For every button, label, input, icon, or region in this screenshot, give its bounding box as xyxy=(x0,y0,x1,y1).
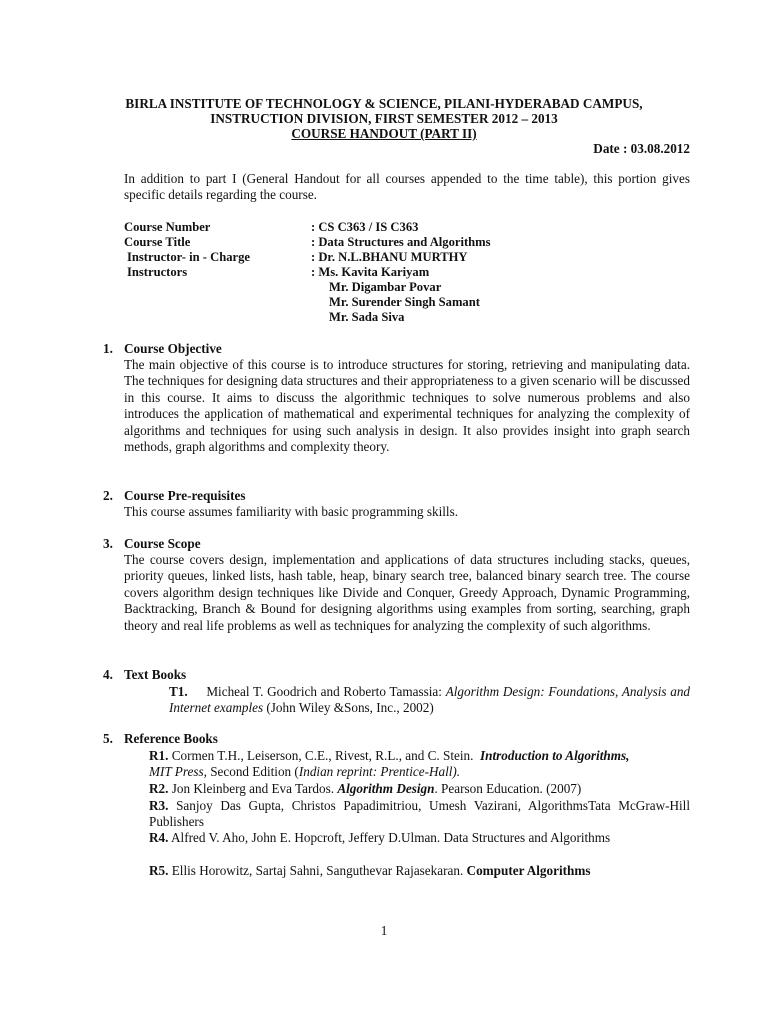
reference-r2 xyxy=(149,781,690,797)
section-body: The course covers design, implementation and applications of data structures including stacks, queues, priority queues, linked lists, hash table, heap, binary search tree, balanced binary search tree. The course covers algorithm design techniques like Divide and Conquer, Greedy Approach, Dynamic Programming, Backtracking, Branch & Bound for designing algorithms using examples from sorting, searching, graph theory and real life problems as well as techniques for analyzing the complexity of such algorithms. xyxy=(124,552,690,633)
section-title: Course Pre-requisites xyxy=(124,488,246,503)
header-institute: BIRLA INSTITUTE OF TECHNOLOGY & SCIENCE, PILANI-HYDERABAD CAMPUS, xyxy=(125,96,643,111)
instructor-incharge-value: : Dr. N.L.BHANU MURTHY xyxy=(311,250,468,264)
course-info-block xyxy=(124,219,694,324)
instructor-name: Mr. Surender Singh Samant xyxy=(329,295,480,309)
reference-id: R5. xyxy=(149,863,169,878)
textbook-publisher: (John Wiley &Sons, Inc., 2002) xyxy=(266,700,434,716)
instructor-incharge-label: Instructor- in - Charge xyxy=(127,250,251,264)
section-title: Course Objective xyxy=(124,341,222,356)
reference-text: Sanjoy Das Gupta, Christos Papadimitriou, Umesh Vazirani, AlgorithmsTata McGraw-Hill Publishers xyxy=(149,798,691,830)
handout-date: Date : 03.08.2012 xyxy=(593,141,690,156)
header-handout-title: COURSE HANDOUT (PART II) xyxy=(291,126,477,141)
section-number: 1. xyxy=(103,341,113,356)
section-number: 3. xyxy=(103,536,113,551)
reference-authors: Cormen T.H., Leiserson, C.E., Rivest, R.L., and C. Stein. xyxy=(171,748,474,763)
course-title-row xyxy=(124,234,694,249)
section-title: Text Books xyxy=(124,667,187,682)
course-number-row xyxy=(124,219,694,234)
instructor-incharge-row xyxy=(124,249,694,264)
instructor-name: Mr. Digambar Povar xyxy=(329,280,442,294)
page-number: 1 xyxy=(380,923,388,938)
reference-id: R2. xyxy=(149,781,169,796)
intro-paragraph: In addition to part I (General Handout for all courses appended to the time table), this portion gives specific details regarding the course. xyxy=(124,171,690,203)
reference-text: Alfred V. Aho, John E. Hopcroft, Jeffery D.Ulman. Data Structures and Algorithms xyxy=(171,830,611,845)
textbook-authors: Micheal T. Goodrich and Roberto Tamassia: xyxy=(206,684,442,699)
section-number: 2. xyxy=(103,488,113,503)
section-number: 4. xyxy=(103,667,113,682)
instructors-row xyxy=(124,264,694,279)
reference-authors: Jon Kleinberg and Eva Tardos. xyxy=(171,781,335,796)
instructor-name: Mr. Sada Siva xyxy=(329,310,405,324)
section-title: Reference Books xyxy=(124,731,218,746)
reference-id: R3. xyxy=(149,798,169,813)
reference-title: Computer Algorithms xyxy=(466,863,591,878)
textbook-id: T1. xyxy=(169,684,188,699)
reference-authors: Ellis Horowitz, Sartaj Sahni, Sanguthevar Rajasekaran. xyxy=(171,863,464,878)
section-number: 5. xyxy=(103,731,113,746)
reference-publisher: . Pearson Education. (2007) xyxy=(434,781,582,796)
reference-r4 xyxy=(149,830,690,846)
reference-edition: Second Edition ( xyxy=(210,764,299,780)
course-number-value: : CS C363 / IS C363 xyxy=(311,220,419,234)
reference-r3 xyxy=(149,798,690,831)
header-division: INSTRUCTION DIVISION, FIRST SEMESTER 2012 – 2013 xyxy=(210,111,558,126)
reference-reprint: Indian reprint: Prentice-Hall). xyxy=(298,764,461,780)
course-number-label: Course Number xyxy=(124,220,211,234)
course-title-value: : Data Structures and Algorithms xyxy=(311,235,491,249)
textbook-title: Algorithm Design: Foundations, Analysis and Internet examples xyxy=(169,684,691,716)
reference-r1 xyxy=(149,748,649,781)
section-body: This course assumes familiarity with basic programming skills. xyxy=(124,504,459,519)
reference-title: Algorithm Design xyxy=(337,781,435,796)
instructors-label: Instructors xyxy=(127,265,188,279)
reference-id: R4. xyxy=(149,830,169,845)
section-title: Course Scope xyxy=(124,536,201,551)
section-body: The main objective of this course is to introduce structures for storing, retrieving and manipulating data. The techniques for designing data structures and their appropriateness to a given scenario will be discussed in this course. It aims to discuss the algorithmic techniques to solve numerous problems and also introduces the application of mathematical and experimental techniques for analyzing the complexity of algorithms and techniques for using such analysis in design. It also provides insight into graph search methods, graph algorithms and complexity theory. xyxy=(124,357,690,455)
textbook-t1 xyxy=(169,684,690,717)
reference-r5 xyxy=(149,863,690,879)
reference-id: R1. xyxy=(149,748,169,763)
reference-title: Introduction to Algorithms, xyxy=(480,748,630,763)
course-title-label: Course Title xyxy=(124,235,191,249)
reference-press: MIT Press, xyxy=(149,764,207,780)
instructors-value: : Ms. Kavita Kariyam xyxy=(311,265,430,279)
